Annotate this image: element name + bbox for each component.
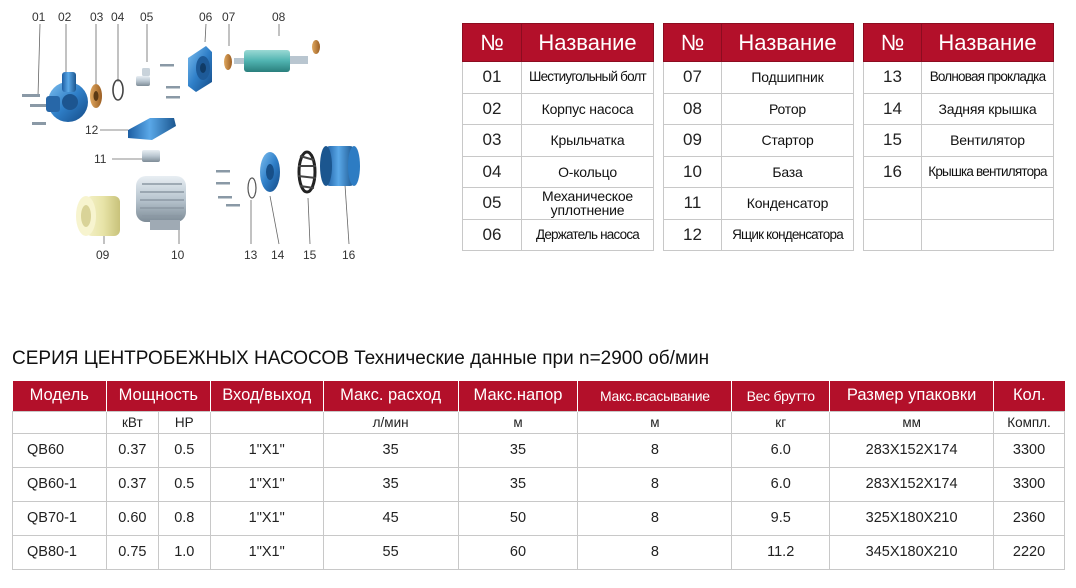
cell-inout: 1"X1" <box>210 535 323 569</box>
table-row <box>13 535 1065 569</box>
col-header-suction: Макс.всасывание <box>578 381 732 411</box>
part-no: 09 <box>664 125 722 157</box>
part-name: Держатель насоса <box>522 219 654 251</box>
part-no: 14 <box>864 93 922 125</box>
part-name: Ящик конденсатора <box>722 219 854 251</box>
part-name: О-кольцо <box>522 156 654 188</box>
part-no <box>864 188 922 220</box>
part-no: 02 <box>463 93 522 125</box>
part-name: Конденсатор <box>722 188 854 220</box>
part-no: 10 <box>664 156 722 188</box>
part-name: Задняя крышка <box>922 93 1054 125</box>
cell-kw: 0.75 <box>106 535 158 569</box>
spec-table <box>12 381 1065 570</box>
part-no: 05 <box>463 188 522 220</box>
cell-inout: 1"X1" <box>210 433 323 467</box>
cell-flow: 55 <box>323 535 458 569</box>
part-no: 07 <box>664 62 722 94</box>
cell-head: 35 <box>458 433 578 467</box>
cell-hp: 0.5 <box>158 467 210 501</box>
part-name: Подшипник <box>722 62 854 94</box>
part-label-16: 16 <box>342 248 356 262</box>
table-row <box>864 125 1054 157</box>
cell-model: QB70-1 <box>13 501 107 535</box>
cell-hp: 0.8 <box>158 501 210 535</box>
pump-exploded-diagram <box>0 0 440 280</box>
table-row <box>463 62 654 94</box>
cell-hp: 1.0 <box>158 535 210 569</box>
part-label-15: 15 <box>303 248 317 262</box>
unit-suction: м <box>578 411 732 433</box>
col-header-name: Название <box>522 24 654 62</box>
part-label-12: 12 <box>85 123 99 137</box>
spec-header-row <box>13 381 1065 411</box>
col-header-power: Мощность <box>106 381 210 411</box>
cell-model: QB80-1 <box>13 535 107 569</box>
table-row <box>463 219 654 251</box>
table-row <box>864 62 1054 94</box>
col-header-inout: Вход/выход <box>210 381 323 411</box>
cell-qty: 2360 <box>994 501 1065 535</box>
part-label-09: 09 <box>96 248 110 262</box>
table-row <box>864 156 1054 188</box>
table-row <box>664 125 854 157</box>
col-header-no: № <box>664 24 722 62</box>
part-name: Волновая прокладка <box>922 62 1054 94</box>
col-header-name: Название <box>722 24 854 62</box>
part-no: 13 <box>864 62 922 94</box>
bolt-shape <box>22 94 40 97</box>
cell-pack: 283X152X174 <box>830 467 994 501</box>
part-name: База <box>722 156 854 188</box>
spec-units-row <box>13 411 1065 433</box>
cell-kw: 0.37 <box>106 433 158 467</box>
part-name: Крыльчатка <box>522 125 654 157</box>
part-name: Корпус насоса <box>522 93 654 125</box>
part-name <box>922 219 1054 251</box>
col-header-name: Название <box>922 24 1054 62</box>
cell-hp: 0.5 <box>158 433 210 467</box>
parts-table-3 <box>863 23 1054 251</box>
part-label-08: 08 <box>272 10 286 24</box>
table-row <box>664 188 854 220</box>
cell-suction: 8 <box>578 501 732 535</box>
unit-inout <box>210 411 323 433</box>
part-name: Стартор <box>722 125 854 157</box>
unit-head: м <box>458 411 578 433</box>
part-no <box>864 219 922 251</box>
col-header-qty: Кол. <box>994 381 1065 411</box>
cell-kw: 0.60 <box>106 501 158 535</box>
unit-kw: кВт <box>106 411 158 433</box>
part-label-13: 13 <box>244 248 258 262</box>
part-no: 16 <box>864 156 922 188</box>
col-header-weight: Вес брутто <box>732 381 830 411</box>
col-header-no: № <box>864 24 922 62</box>
unit-qty: Компл. <box>994 411 1065 433</box>
part-name: Механическое уплотнение <box>522 188 654 220</box>
table-row <box>664 219 854 251</box>
part-no: 11 <box>664 188 722 220</box>
table-row <box>13 501 1065 535</box>
cell-pack: 325X180X210 <box>830 501 994 535</box>
cell-flow: 35 <box>323 467 458 501</box>
cell-kw: 0.37 <box>106 467 158 501</box>
cell-qty: 3300 <box>994 433 1065 467</box>
table-row <box>463 125 654 157</box>
cell-qty: 3300 <box>994 467 1065 501</box>
pump-housing-shape <box>46 72 88 122</box>
cell-flow: 45 <box>323 501 458 535</box>
table-row <box>13 433 1065 467</box>
table-row <box>864 188 1054 220</box>
cell-model: QB60-1 <box>13 467 107 501</box>
table-row <box>463 93 654 125</box>
unit-hp: HP <box>158 411 210 433</box>
part-name: Крышка вентилятора <box>922 156 1054 188</box>
part-label-02: 02 <box>58 10 72 24</box>
cell-suction: 8 <box>578 433 732 467</box>
part-name: Вентилятор <box>922 125 1054 157</box>
table-row <box>664 93 854 125</box>
table-row <box>864 93 1054 125</box>
part-name: Шестиугольный болт <box>522 62 654 94</box>
unit-pack: мм <box>830 411 994 433</box>
cell-head: 60 <box>458 535 578 569</box>
part-no: 04 <box>463 156 522 188</box>
cell-inout: 1"X1" <box>210 467 323 501</box>
cell-weight: 6.0 <box>732 433 830 467</box>
part-no: 08 <box>664 93 722 125</box>
col-header-flow: Макс. расход <box>323 381 458 411</box>
part-label-01: 01 <box>32 10 46 24</box>
table-row <box>664 62 854 94</box>
cell-flow: 35 <box>323 433 458 467</box>
cell-model: QB60 <box>13 433 107 467</box>
table-row <box>664 156 854 188</box>
col-header-no: № <box>463 24 522 62</box>
cell-suction: 8 <box>578 535 732 569</box>
col-header-head: Макс.напор <box>458 381 578 411</box>
table-row <box>864 219 1054 251</box>
cell-head: 35 <box>458 467 578 501</box>
part-label-03: 03 <box>90 10 104 24</box>
cell-weight: 6.0 <box>732 467 830 501</box>
parts-table-1 <box>462 23 654 251</box>
table-row <box>13 467 1065 501</box>
col-header-pack: Размер упаковки <box>830 381 994 411</box>
cell-pack: 345X180X210 <box>830 535 994 569</box>
col-header-model: Модель <box>13 381 107 411</box>
cell-weight: 9.5 <box>732 501 830 535</box>
cell-qty: 2220 <box>994 535 1065 569</box>
part-no: 01 <box>463 62 522 94</box>
part-no: 06 <box>463 219 522 251</box>
unit-weight: кг <box>732 411 830 433</box>
pump-parts-illustration <box>0 0 440 280</box>
table-row <box>463 188 654 220</box>
part-no: 15 <box>864 125 922 157</box>
part-label-14: 14 <box>271 248 285 262</box>
cell-suction: 8 <box>578 467 732 501</box>
series-title: СЕРИЯ ЦЕНТРОБЕЖНЫХ НАСОСОВ Технические данные при n=2900 об/мин <box>12 348 710 369</box>
part-label-10: 10 <box>171 248 185 262</box>
part-no: 12 <box>664 219 722 251</box>
part-no: 03 <box>463 125 522 157</box>
cell-weight: 11.2 <box>732 535 830 569</box>
part-label-05: 05 <box>140 10 154 24</box>
part-label-11: 11 <box>94 152 107 166</box>
parts-table-2 <box>663 23 854 251</box>
unit-flow: л/мин <box>323 411 458 433</box>
part-label-06: 06 <box>199 10 213 24</box>
part-name <box>922 188 1054 220</box>
cell-head: 50 <box>458 501 578 535</box>
part-name: Ротор <box>722 93 854 125</box>
part-label-04: 04 <box>111 10 125 24</box>
unit-model <box>13 411 107 433</box>
cell-inout: 1"X1" <box>210 501 323 535</box>
part-label-07: 07 <box>222 10 236 24</box>
cell-pack: 283X152X174 <box>830 433 994 467</box>
table-row <box>463 156 654 188</box>
